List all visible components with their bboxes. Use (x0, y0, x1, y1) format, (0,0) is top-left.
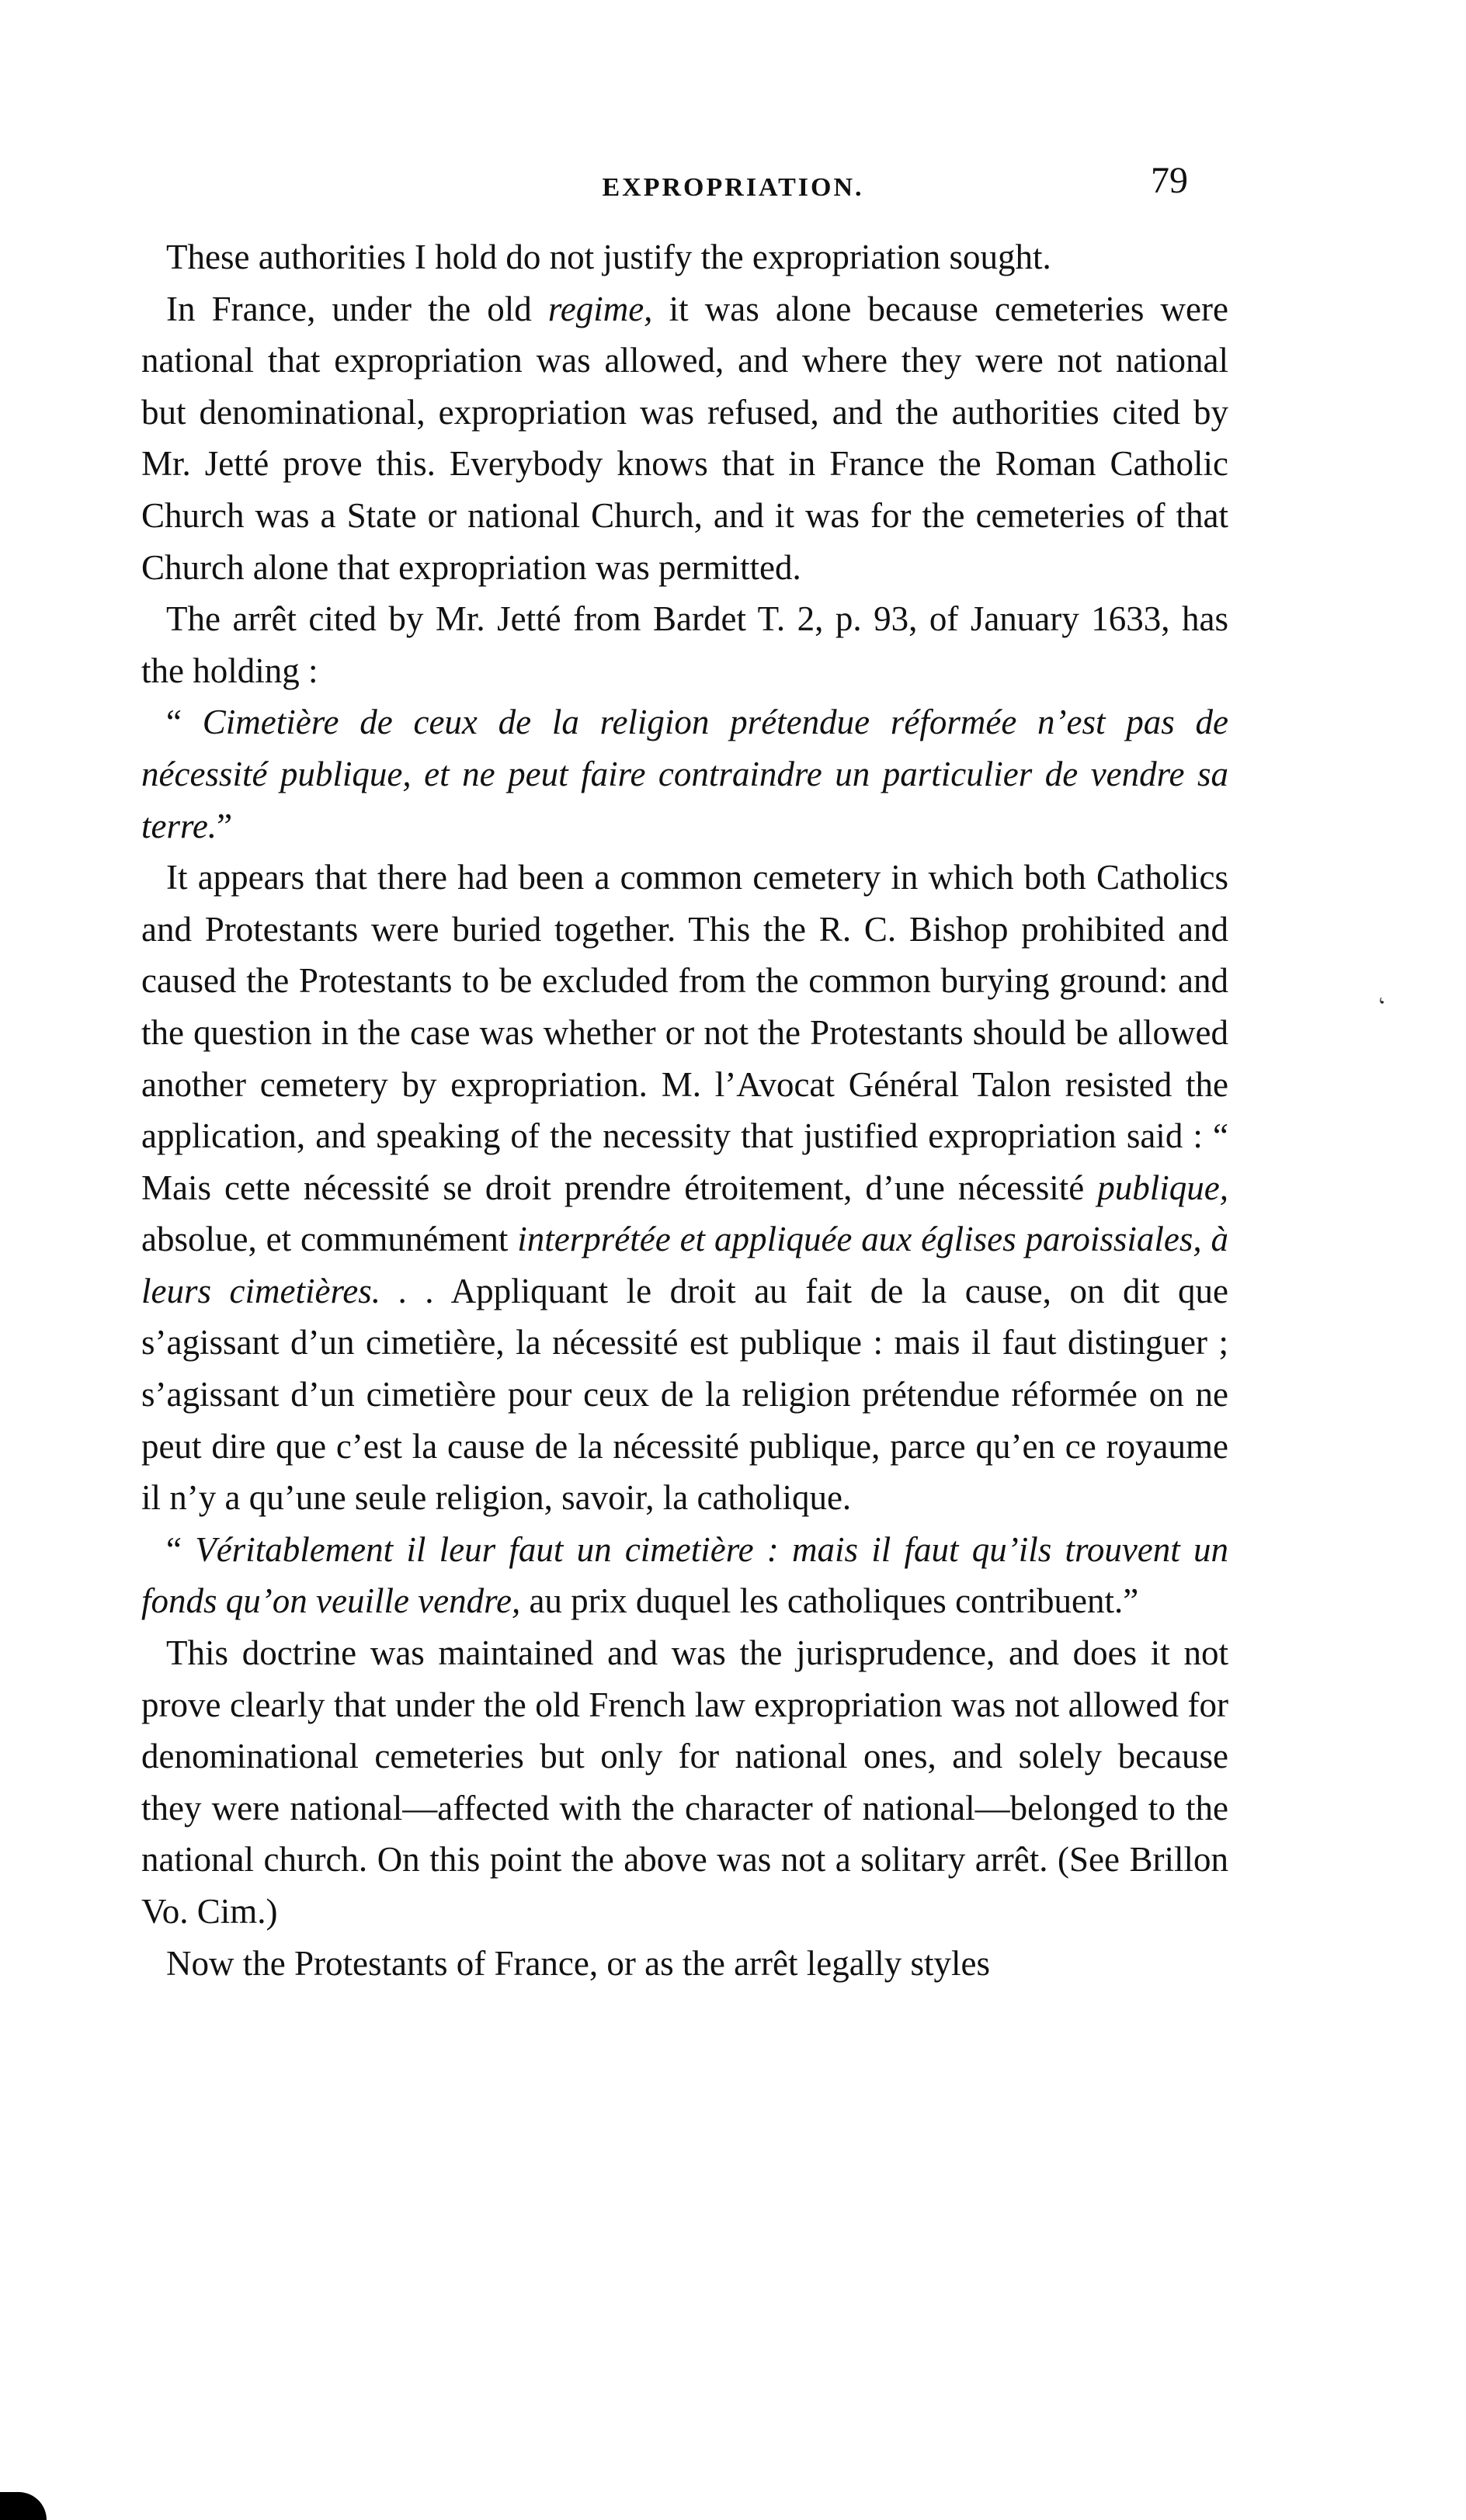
quotation-1 (141, 696, 1228, 852)
paragraph-4 (141, 852, 1228, 1524)
paragraph-2-text-a: In France, under the old (166, 289, 548, 328)
quotation-1-open: “ (166, 703, 203, 742)
paragraph-1-text: These authorities I hold do not justify the expropriation sought. (166, 238, 1051, 276)
scan-edge-mark (0, 2492, 47, 2520)
quotation-2-italic: Véritablement il leur faut un cimetière : mais il faut qu’ils trouvent un fonds qu’on veuille vendre, (141, 1529, 1228, 1621)
paragraph-2-text-b: it was alone because cemeteries were national that expropriation was allowed, and where they were not national but denominational, expropriation was refused, and the authorities cited by Mr. Jetté prove this. Everybody knows that in France the Roman Catholic Church was a State or national Church, and it was for the cemeteries of that Church alone that expropriation was permitted. (141, 289, 1228, 587)
quotation-2-open: “ (166, 1529, 196, 1569)
body-text (141, 231, 1228, 1989)
running-head (0, 159, 1466, 213)
paragraph-6 (141, 1938, 1228, 1990)
paragraph-2-italic: regime, (547, 289, 653, 328)
paragraph-1 (141, 231, 1228, 283)
running-title: EXPROPRIATION. (602, 173, 864, 202)
paragraph-4-italic-2: interprétée et appliquée aux églises paroissiales, à leurs cimetières. . . (141, 1220, 1228, 1310)
quotation-1-close: ” (217, 806, 233, 845)
quotation-1-text: Cimetière de ceux de la religion prétendue réformée n’est pas de nécessité publique, et ne peut faire contraindre un particulier de vendre sa terre. (141, 703, 1229, 845)
paragraph-3 (141, 593, 1228, 696)
paragraph-2 (141, 283, 1228, 594)
paragraph-4-text-a: It appears that there had been a common cemetery in which both Catholics and Protestants were buried together. This the R. C. Bishop prohibited and caused the Protestants to be excluded from the common burying ground: and the question in the case was whether or not the Protestants should be allowed another cemetery by expropriation. M. l’Avocat Général Talon resisted the application, and speaking of the necessity that justified expropriation said : “ Mais cette nécessité se droit prendre étroitement, d’une nécessité (141, 858, 1228, 1207)
paragraph-4-text-b: absolue, et communément (141, 1220, 518, 1259)
paragraph-5-text: This doctrine was maintained and was the jurisprudence, and does it not prove clearly that under the old French law expropriation was not allowed for denominational cemeteries but only for national ones, and solely because they were national—affected with the character of national—belonged to the national church. On this point the above was not a solitary arrêt. (See Brillon Vo. Cim.) (141, 1633, 1228, 1931)
paragraph-4-text-c: Appliquant le droit au fait de la cause, on dit que s’agissant d’un cimetière, la nécessité est publique : mais il faut distinguer ; s’agissant d’un cimetière pour ceux de la religion prétendue réformée on ne peut dire que c’est la cause de la nécessité publique, parce qu’en ce royaume il n’y a qu’une seule religion, savoir, la catholique. (141, 1271, 1228, 1518)
quotation-2 (141, 1524, 1228, 1627)
paragraph-3-text: The arrêt cited by Mr. Jetté from Bardet T. 2, p. 93, of January 1633, has the holding : (141, 599, 1228, 690)
stray-ink-mark: ‘ (1374, 992, 1395, 1018)
quotation-2-rest: au prix duquel les catholiques contribuent.” (520, 1581, 1139, 1621)
paragraph-6-text: Now the Protestants of France, or as the arrêt legally styles (166, 1943, 990, 1983)
paragraph-4-italic-1: publique, (1097, 1168, 1228, 1207)
paragraph-5 (141, 1627, 1228, 1938)
page-number: 79 (1151, 160, 1188, 201)
